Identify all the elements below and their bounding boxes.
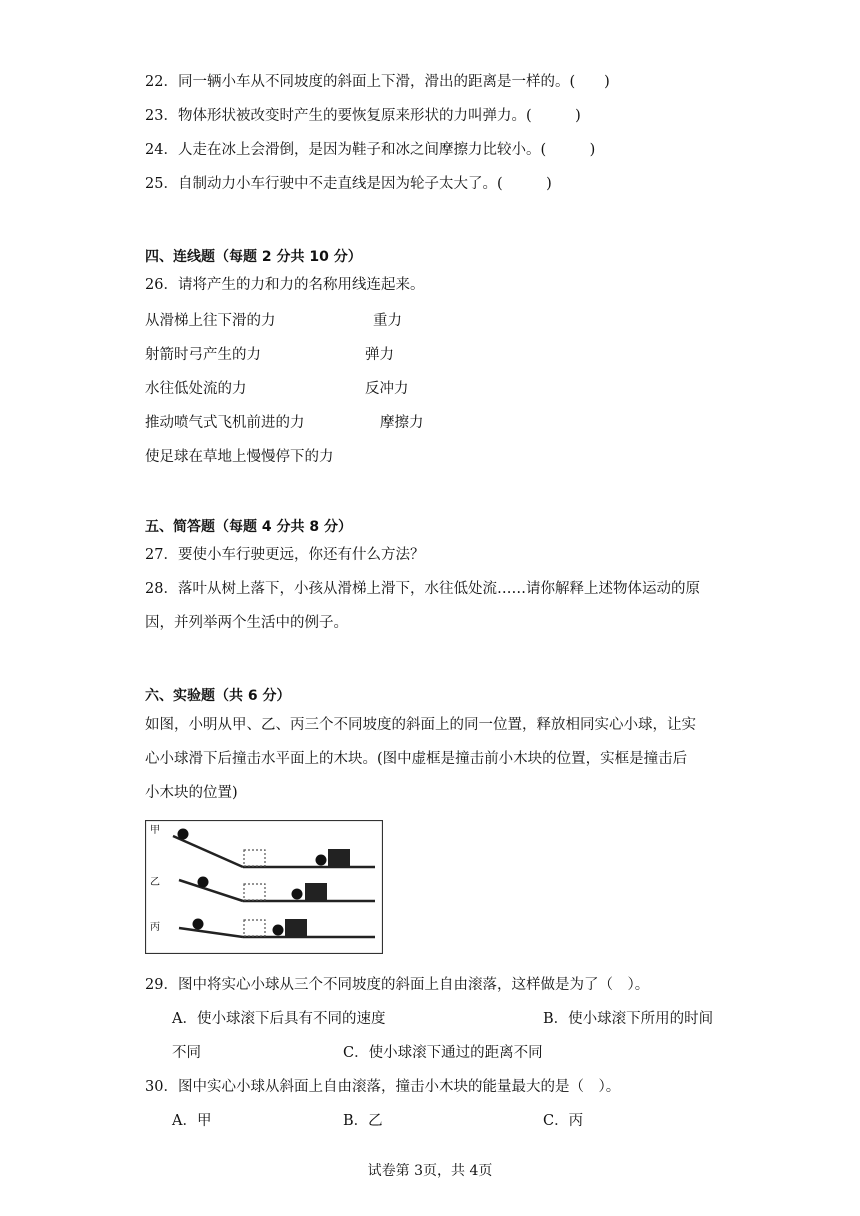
section-6-heading: 六、实验题（共 6 分） [145, 688, 291, 704]
question-23 [145, 106, 581, 126]
question-28-line-1: 28．落叶从树上落下，小孩从滑梯上滑下，水往低处流……请你解释上述物体运动的原 [145, 581, 700, 597]
question-25 [145, 174, 552, 194]
question-30: 30．图中实心小球从斜面上自由滚落，撞击小木块的能量最大的是（ ）。 [145, 1079, 621, 1095]
question-number: 25． [145, 176, 178, 192]
section-5-heading: 五、简答题（每题 4 分共 8 分） [145, 519, 352, 535]
question-24 [145, 140, 595, 160]
experiment-intro-line-2: 心小球滑下后撞击水平面上的木块。(图中虚框是撞击前小木块的位置，实框是撞击后 [145, 751, 688, 767]
question-26: 26．请将产生的力和力的名称用线连起来。 [145, 277, 425, 293]
q30-option-b: B．乙 [343, 1113, 383, 1129]
label-bing: 丙 [150, 922, 160, 933]
ball-end-bing [273, 925, 284, 936]
experiment-figure [145, 820, 383, 954]
block-after-yi [305, 883, 327, 900]
question-text: 物体形状被改变时产生的要恢复原来形状的力叫弹力。( ) [177, 108, 581, 124]
experiment-intro-line-1: 如图，小明从甲、乙、丙三个不同坡度的斜面上的同一位置，释放相同实心小球，让实 [145, 717, 696, 733]
question-29: 29．图中将实心小球从三个不同坡度的斜面上自由滚落，这样做是为了（ ）。 [145, 977, 650, 993]
q30-option-c: C．丙 [543, 1113, 584, 1129]
ball-end-jia [316, 855, 327, 866]
match-left-item: 使足球在草地上慢慢停下的力 [145, 449, 334, 465]
q29-option-c: C．使小球滚下通过的距离不同 [343, 1045, 543, 1061]
section-4-heading: 四、连线题（每题 2 分共 10 分） [145, 249, 362, 265]
q29-option-b-continued: 不同 [172, 1045, 201, 1061]
match-left-item: 水往低处流的力 [145, 381, 247, 397]
label-jia: 甲 [150, 825, 160, 836]
question-number: 23． [145, 108, 178, 124]
question-27: 27．要使小车行驶更远，你还有什么方法？ [145, 547, 425, 563]
match-left-item: 从滑梯上往下滑的力 [145, 313, 276, 329]
question-text: 自制动力小车行驶中不走直线是因为轮子太大了。( ) [177, 176, 552, 192]
block-after-jia [328, 849, 350, 866]
match-left-item: 推动喷气式飞机前进的力 [145, 415, 305, 431]
experiment-intro-line-3: 小木块的位置) [145, 785, 238, 801]
label-yi: 乙 [150, 877, 160, 888]
question-number: 24． [145, 142, 178, 158]
q29-option-a: A．使小球滚下后具有不同的速度 [172, 1011, 386, 1027]
match-right-item: 摩擦力 [380, 415, 424, 431]
question-number: 22． [145, 74, 178, 90]
ramp-diagram [145, 820, 383, 954]
question-22 [145, 72, 610, 92]
ball-jia [178, 829, 189, 840]
ball-bing [193, 919, 204, 930]
q29-option-b: B．使小球滚下所用的时间 [543, 1011, 714, 1027]
ball-end-yi [292, 889, 303, 900]
match-right-item: 反冲力 [365, 381, 409, 397]
question-text: 人走在冰上会滑倒，是因为鞋子和冰之间摩擦力比较小。( ) [177, 142, 596, 158]
ball-yi [198, 877, 209, 888]
question-28-line-2: 因，并列举两个生活中的例子。 [145, 615, 348, 631]
match-right-item: 弹力 [365, 347, 394, 363]
match-left-item: 射箭时弓产生的力 [145, 347, 261, 363]
q30-option-a: A．甲 [172, 1113, 212, 1129]
question-text: 同一辆小车从不同坡度的斜面上下滑，滑出的距离是一样的。( ) [177, 74, 610, 90]
block-after-bing [285, 919, 307, 936]
match-right-item: 重力 [373, 313, 402, 329]
page-footer: 试卷第 3页，共 4页 [367, 1163, 493, 1179]
